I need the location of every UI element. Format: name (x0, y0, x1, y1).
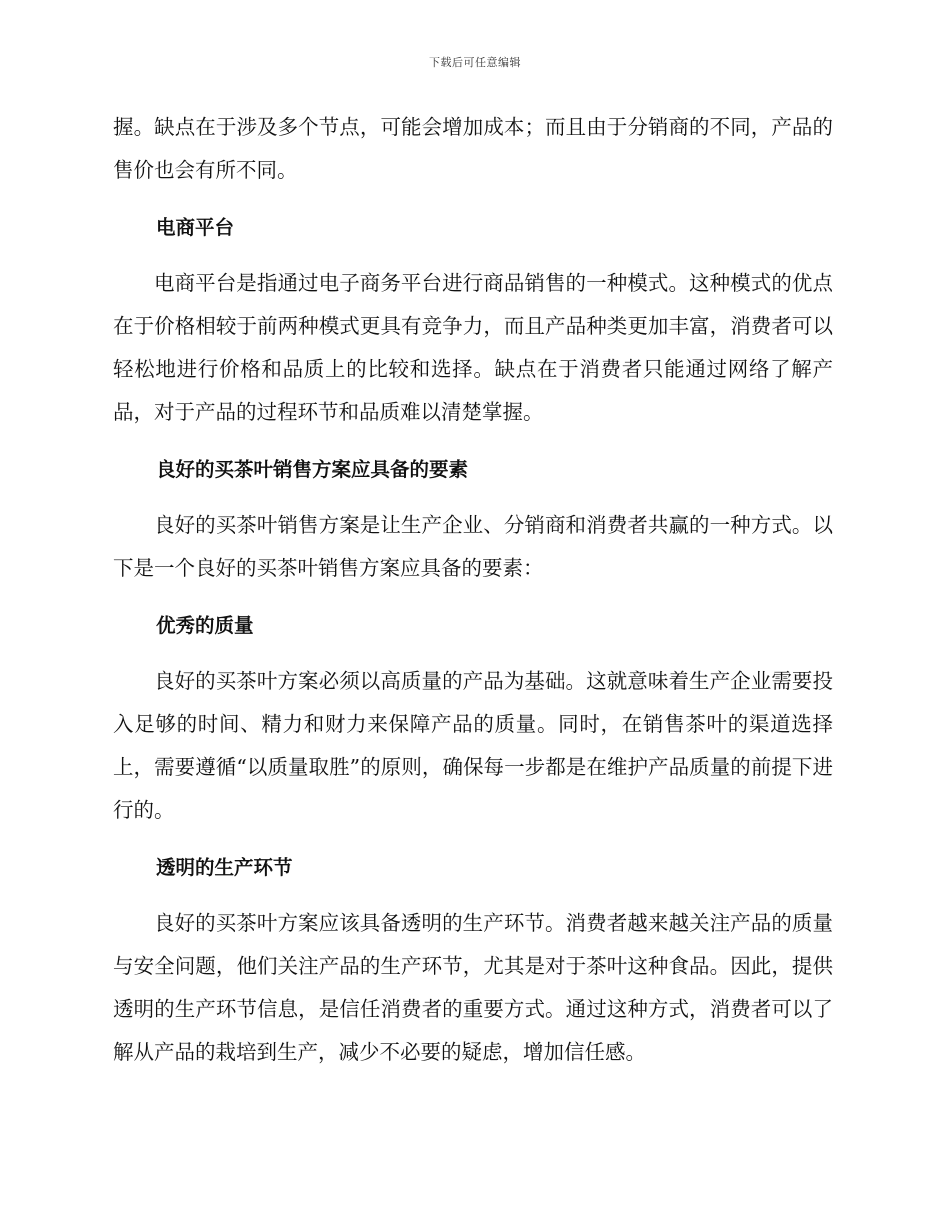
ecommerce-paragraph: 电商平台是指通过电子商务平台进行商品销售的一种模式。这种模式的优点在于价格相较于前两种模式更具有竞争力，而且产品种类更加丰富，消费者可以轻松地进行价格和品质上的比较和选择。缺点在于消费者只能通过网络了解产品，对于产品的过程环节和品质难以清楚掌握。 (113, 271, 833, 424)
heading-quality: 优秀的质量 (156, 614, 254, 637)
intro-paragraph: 握。缺点在于涉及多个节点，可能会增加成本；而且由于分销商的不同，产品的售价也会有所不同。 (113, 115, 833, 182)
quality-paragraph: 良好的买茶叶方案必须以高质量的产品为基础。这就意味着生产企业需要投入足够的时间、精力和财力来保障产品的质量。同时，在销售茶叶的渠道选择上，需要遵循“以质量取胜”的原则，确保每一步都是在维护产品质量的前提下进行的。 (113, 669, 833, 822)
heading-elements: 良好的买茶叶销售方案应具备的要素 (156, 458, 469, 481)
page-header: 下载后可任意编辑 (429, 56, 521, 69)
transparency-paragraph: 良好的买茶叶方案应该具备透明的生产环节。消费者越来越关注产品的质量与安全问题，他们关注产品的生产环节，尤其是对于茶叶这种食品。因此，提供透明的生产环节信息，是信任消费者的重要方式。通过这种方式，消费者可以了解从产品的栽培到生产，减少不必要的疑虑，增加信任感。 (113, 911, 833, 1064)
elements-paragraph: 良好的买茶叶销售方案是让生产企业、分销商和消费者共赢的一种方式。以下是一个良好的买茶叶销售方案应具备的要素： (113, 513, 833, 580)
document-body (113, 106, 833, 1088)
heading-ecommerce: 电商平台 (156, 216, 235, 239)
heading-transparency: 透明的生产环节 (156, 856, 293, 879)
